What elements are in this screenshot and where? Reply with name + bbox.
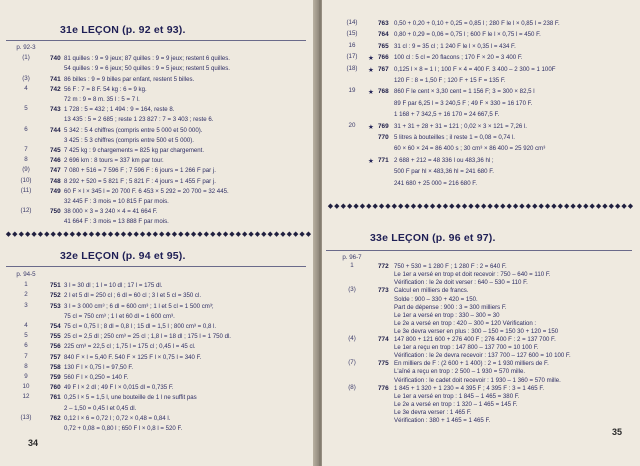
exercise-solution: 860 F le cent × 3,30 cent = 1 156 F; 3 = 300 × 82,5 l: [394, 88, 535, 96]
exercise-solution: Calcul en milliers de francs.: [394, 287, 469, 295]
exercise-solution: 241 680 + 25 000 = 216 680 F.: [394, 179, 478, 187]
exercise-number: 776: [378, 384, 389, 392]
exercise-number: 753: [50, 302, 61, 310]
exercise-ref: (12): [20, 207, 32, 215]
section-rule: [326, 250, 632, 251]
exercise-number: 743: [50, 106, 61, 114]
exercise-ref: 1: [24, 281, 28, 289]
exercise-solution: 130 F l × 0,75 l = 97,50 F.: [64, 363, 134, 371]
exercise-number: 769: [378, 122, 389, 130]
exercise-number: 773: [378, 287, 389, 295]
section-rule: [6, 40, 306, 41]
exercise-number: 766: [378, 54, 389, 62]
right-page: [322, 0, 640, 466]
exercise-number: 754: [50, 323, 61, 330]
exercise-solution: 7 080 + 516 = 7 596 F ; 7 596 F : 6 jours = 1 266 F par j.: [64, 167, 216, 175]
exercise-solution: 72 m : 9 = 8 m. 35 l : 5 = 7 l.: [64, 96, 140, 103]
exercise-solution: 840 F × l = 5,40 F. 540 F × 125 F l × 0,75 l = 340 F.: [64, 353, 202, 361]
exercise-solution: 0,80 + 0,29 = 0,06 = 0,75 l ; 600 F le l × 0,75 l = 450 F.: [394, 31, 541, 39]
exercise-solution: 60 F × l × 345 l = 20 700 F. 6 453 × 5 292 = 20 700 = 32 445.: [64, 187, 229, 195]
exercise-number: 742: [50, 85, 61, 93]
exercise-solution: 1 168 + 7 342,5 + 16 170 = 24 667,5 F.: [394, 111, 500, 119]
exercise-solution: 13 435 : 5 = 2 685 ; reste 1 23 827 : 7 = 3 403 ; reste 6.: [64, 116, 214, 124]
star-icon: ★: [368, 66, 374, 74]
exercise-solution: 2 696 km : 8 tours = 337 km par tour.: [64, 157, 164, 165]
exercise-solution: Vérification : le 2e devra recevoir : 137 700 – 127 600 = 10 100 F.: [394, 352, 571, 360]
exercise-ref: p. 94-5: [16, 271, 36, 278]
section-separator: ◆◆◆◆◆◆◆◆◆◆◆◆◆◆◆◆◆◆◆◆◆◆◆◆◆◆◆◆◆◆◆◆◆◆◆◆◆◆◆◆◆◆◆◆◆◆◆◆: [327, 203, 635, 210]
exercise-solution: Le 1er a versé en trop : 1 845 – 1 465 = 380 F.: [394, 392, 520, 400]
exercise-solution: 2 688 + 212 = 48 336 l ou 483,36 hl ;: [394, 156, 494, 164]
exercise-number: 761: [50, 394, 61, 402]
exercise-solution: 81 quilles : 9 = 9 jeux; 87 quilles : 9 = 9 jeux; restent 6 quilles.: [64, 55, 230, 63]
exercise-number: 740: [50, 55, 61, 63]
exercise-number: 771: [378, 156, 389, 164]
exercise-ref: (9): [22, 166, 30, 174]
exercise-solution: 31 + 31 + 28 + 31 = 121 ; 0,02 × 3 × 121 = 7,26 l.: [394, 122, 527, 130]
exercise-number: 746: [50, 157, 61, 165]
star-icon: ★: [368, 123, 374, 131]
exercise-number: 760: [50, 384, 61, 392]
exercise-number: 767: [378, 65, 389, 73]
exercise-number: 750: [50, 208, 61, 216]
exercise-number: 752: [50, 292, 61, 300]
exercise-solution: 60 × 60 × 24 = 86 400 s ; 30 cm³ × 86 400 = 25 920 cm³: [394, 145, 546, 153]
exercise-solution: Le 2e a versé en trop : 1 320 – 1 465 = 145 F.: [394, 400, 518, 408]
exercise-solution: 25 cl = 2,5 dl ; 250 cm³ = 25 cl ; 1,8 l = 18 dl ; 175 l = 1 750 dl.: [64, 333, 232, 341]
exercise-solution: 32 445 F : 3 mois = 10 815 F par mois.: [64, 198, 169, 205]
exercise-solution: 750 + 530 = 1 280 F ; 1 280 F : 2 = 640 F.: [394, 263, 507, 271]
exercise-ref: 7: [24, 146, 28, 153]
exercise-solution: 54 quilles : 9 = 6 jeux; 50 quilles : 9 = 5 jeux; restent 5 quilles.: [64, 65, 230, 73]
exercise-number: 747: [50, 167, 61, 175]
page-number: 34: [28, 438, 39, 448]
exercise-solution: Le 3e devra verser : 1 465 F.: [394, 408, 472, 416]
exercise-ref: 1: [350, 262, 354, 270]
section-separator: ◆◆◆◆◆◆◆◆◆◆◆◆◆◆◆◆◆◆◆◆◆◆◆◆◆◆◆◆◆◆◆◆◆◆◆◆◆◆◆◆◆◆◆◆◆◆◆◆: [5, 231, 313, 238]
exercise-ref: 3: [24, 301, 28, 309]
exercise-solution: 3 l = 3 000 cm³ ; 6 dl = 600 cm³ ; 1 l et 5 cl = 1 500 cm³;: [64, 302, 214, 310]
exercise-solution: 5 342 : 5 4 chiffres (compris entre 5 000 et 50 000).: [64, 126, 203, 134]
exercise-ref: 8: [24, 156, 28, 164]
lecon-32-title: 32e LEÇON (p. 94 et 95).: [60, 250, 186, 262]
exercise-solution: Vérification : 380 + 1 465 = 1 465 F.: [394, 417, 491, 424]
exercise-solution: 0,12 l × 6 = 0,72 l ; 0,72 × 0,48 = 0,84 l.: [64, 414, 171, 422]
exercise-number: 757: [50, 353, 61, 361]
exercise-solution: 0,72 + 0,08 = 0,80 l ; 650 F l × 0,8 l = 520 F.: [64, 425, 183, 432]
exercise-number: 758: [50, 363, 61, 371]
exercise-solution: 147 800 + 121 600 + 276 400 F ; 276 400 F : 2 = 137 700 F.: [394, 336, 556, 343]
exercise-number: 765: [378, 42, 389, 50]
exercise-ref: 6: [24, 125, 28, 133]
section-rule: [6, 266, 306, 267]
star-icon: ★: [368, 89, 374, 97]
exercise-solution: 5 litres à bouteilles ; il reste 1 = 0,08 = 0,74 l.: [394, 134, 515, 141]
exercise-number: 759: [50, 374, 61, 381]
exercise-solution: 7 425 kg : 9 chargements = 825 kg par chargement.: [64, 147, 205, 154]
exercise-ref: 7: [24, 352, 28, 360]
page-number: 35: [612, 427, 623, 437]
exercise-solution: Le 3e devra verser en plus : 300 – 150 = 150 30 + 120 = 150: [394, 327, 559, 335]
exercise-number: 772: [378, 263, 389, 271]
exercise-ref: (3): [22, 74, 30, 82]
left-page: [0, 0, 318, 466]
exercise-solution: 120 F : 8 = 1,50 F ; 120 F + 15 F = 135 F.: [394, 77, 506, 84]
exercise-ref: 9: [24, 373, 28, 380]
exercise-solution: 49 F l × 2 dl ; 49 F l × 0,015 dl = 0,735 F.: [64, 384, 174, 392]
exercise-ref: 16: [348, 41, 356, 49]
exercise-solution: 75 cl = 750 cm³ ; 1 l et 60 dl = 1 600 cm³.: [64, 312, 175, 320]
exercise-ref: (11): [20, 186, 32, 194]
exercise-solution: 41 664 F : 3 mois = 13 888 F par mois.: [64, 218, 169, 226]
exercise-solution: Vérification : le cadet doit recevoir : 1 930 – 1 360 = 570 mille.: [394, 376, 561, 384]
exercise-number: 741: [50, 75, 61, 83]
exercise-ref: (17): [346, 53, 358, 61]
exercise-number: 764: [378, 31, 389, 39]
exercise-ref: (18): [346, 64, 358, 72]
exercise-ref: (10): [20, 176, 32, 184]
exercise-solution: 225 cm³ = 22,5 cl ; 1,75 l = 175 cl ; 0,45 l = 45 cl.: [64, 343, 196, 351]
exercise-solution: 500 F par hl × 483,36 hl = 241 680 F.: [394, 168, 494, 176]
exercise-number: 748: [50, 177, 61, 185]
exercise-solution: 2 – 1,50 = 0,45 l et 0,45 dl.: [64, 404, 137, 412]
exercise-ref: 20: [348, 121, 356, 129]
exercise-ref: (7): [348, 359, 356, 367]
exercise-number: 751: [50, 282, 61, 290]
exercise-number: 774: [378, 336, 389, 343]
exercise-solution: 0,125 l × 8 = 1 l ; 100 F × 4 = 400 F. 3 400 – 2 300 = 1 100F: [394, 65, 556, 73]
exercise-solution: Vérification : le 2e doit verser : 640 – 530 = 110 F.: [394, 279, 528, 287]
exercise-number: 756: [50, 343, 61, 351]
exercise-ref: 10: [22, 383, 30, 391]
exercise-ref: (4): [348, 335, 356, 342]
exercise-solution: En milliers de F : (2 600 + 1 400) : 2 = 1 930 milliers de F.: [394, 360, 549, 368]
exercise-ref: 8: [24, 362, 28, 370]
exercise-solution: Le 1er a versé en trop et doit recevoir : 750 – 640 = 110 F.: [394, 271, 551, 279]
exercise-number: 775: [378, 360, 389, 368]
lecon-31-title: 31e LEÇON (p. 92 et 93).: [60, 24, 186, 36]
exercise-solution: Part de dépense : 900 : 3 = 300 milliers F.: [394, 303, 507, 311]
exercise-ref: 2: [24, 291, 28, 299]
star-icon: ★: [368, 55, 374, 63]
exercise-solution: 2 l et 5 dl = 250 cl ; 6 dl = 60 cl ; 3 l et 5 cl = 350 cl.: [64, 292, 202, 300]
exercise-number: 745: [50, 147, 61, 154]
exercise-number: 763: [378, 20, 389, 27]
exercise-solution: 3 425 : 5 3 chiffres (compris entre 500 et 5 000).: [64, 136, 194, 144]
lecon-33-title: 33e LEÇON (p. 96 et 97).: [370, 232, 496, 244]
exercise-ref: p. 96-7: [342, 254, 362, 261]
exercise-number: 768: [378, 88, 389, 96]
exercise-solution: 1 845 + 1 320 + 1 230 = 4 395 F ; 4 395 F : 3 = 1 465 F.: [394, 384, 545, 392]
exercise-ref: 4: [24, 84, 28, 92]
exercise-number: 755: [50, 333, 61, 341]
exercise-solution: 38 000 × 3 = 3 240 × 4 = 41 664 F.: [64, 208, 158, 216]
exercise-solution: L'aîné a reçu en trop : 2 500 – 1 930 = 570 mille.: [394, 368, 526, 376]
exercise-solution: 3 l = 30 dl ; 1 l = 10 dl ; 17 l = 175 dl.: [64, 282, 163, 290]
exercise-ref: 5: [24, 105, 28, 113]
exercise-solution: 0,25 l × 5 = 1,5 l, une bouteille de 1 l ne suffit pas: [64, 394, 197, 402]
exercise-ref: 6: [24, 342, 28, 350]
exercise-ref: 5: [24, 332, 28, 340]
exercise-solution: 1 728 : 5 = 432 ; 1 494 : 9 = 164, reste 8.: [64, 106, 175, 114]
exercise-solution: 56 F : 7 = 8 F. 54 kg : 6 = 9 kg.: [64, 85, 147, 93]
exercise-number: 749: [50, 187, 61, 195]
exercise-ref: (15): [346, 30, 358, 38]
exercise-solution: 8 292 + 520 = 5 821 F ; 5 821 F : 4 jours = 1 455 F par j.: [64, 177, 216, 185]
exercise-ref: 12: [22, 393, 30, 401]
exercise-solution: Le 2e a versé en trop : 420 – 300 = 120 Vérification :: [394, 319, 537, 327]
star-icon: ★: [368, 157, 374, 165]
exercise-ref: 4: [24, 322, 28, 329]
exercise-solution: 0,50 + 0,20 + 0,10 + 0,25 = 0,85 l ; 280 F le l × 0,85 l = 238 F.: [394, 20, 560, 27]
exercise-solution: 75 cl = 0,75 l ; 8 dl = 0,8 l ; 15 dl = 1,5 l ; 800 cm³ = 0,8 l.: [64, 323, 217, 330]
exercise-number: 744: [50, 126, 61, 134]
exercise-solution: 560 F l × 0,250 = 140 F.: [64, 374, 129, 381]
exercise-ref: (14): [346, 19, 358, 26]
exercise-solution: Solde : 900 – 330 + 420 = 150.: [394, 295, 478, 303]
exercise-ref: (8): [348, 383, 356, 391]
exercise-solution: 86 billes : 9 = 9 billes par enfant, restent 5 billes.: [64, 75, 195, 83]
exercise-solution: Le 1er a versé en trop : 330 – 300 = 30: [394, 311, 500, 319]
exercise-ref: (13): [20, 413, 32, 421]
exercise-solution: 89 F par 6,25 l = 3 240,5 F ; 49 F × 330 = 16 170 F.: [394, 99, 533, 107]
exercise-solution: 31 cl : 9 = 35 cl ; 1 240 F le l × 0,35 l = 434 F.: [394, 42, 516, 50]
exercise-ref: p. 92-3: [16, 44, 36, 51]
exercise-number: 762: [50, 414, 61, 422]
exercise-ref: (1): [22, 54, 30, 62]
exercise-ref: (3): [348, 286, 356, 294]
exercise-solution: Le 1er a reçu en trop : 147 800 – 137 700 = 10 100 F.: [394, 344, 539, 352]
exercise-ref: 19: [348, 87, 356, 95]
exercise-number: 770: [378, 134, 389, 141]
exercise-solution: 100 cl : 5 cl = 20 flacons ; 170 F × 20 = 3 400 F.: [394, 54, 523, 62]
